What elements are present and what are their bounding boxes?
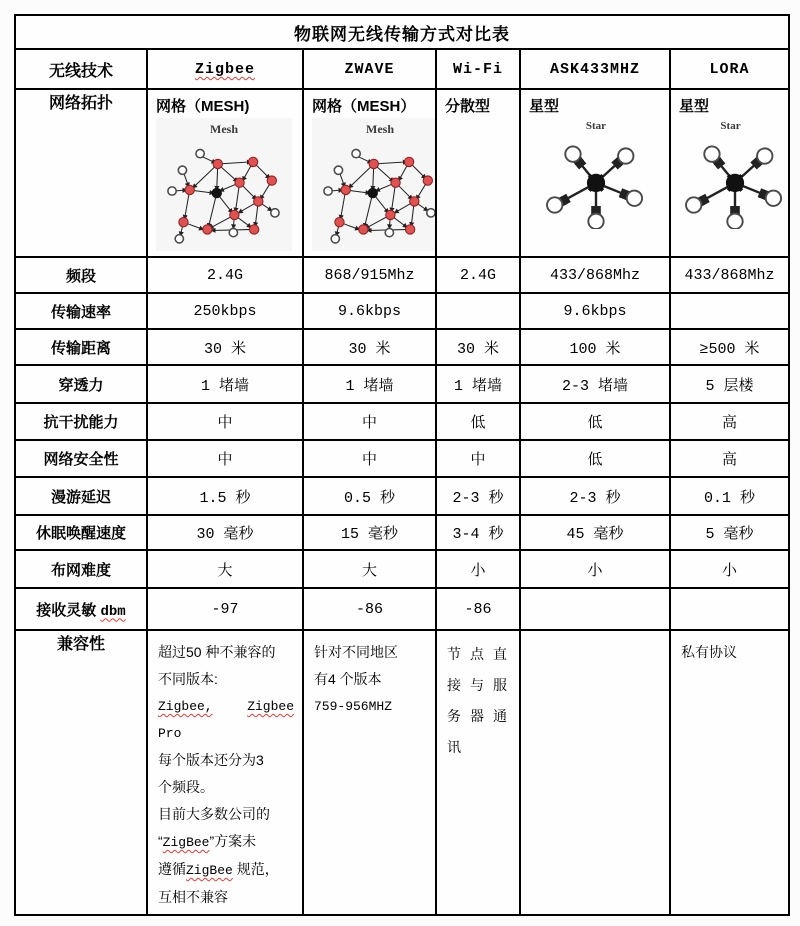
page-title: 物联网无线传输方式对比表 (15, 15, 789, 49)
cell-value: 中 (470, 451, 486, 468)
cell-value: 1 堵墙 (200, 377, 249, 395)
cell-value: -86 (355, 601, 383, 618)
mesh-network-icon (158, 231, 290, 248)
cell-value: 1 堵墙 (453, 377, 502, 395)
row-label-topology: 网络拓扑 (15, 89, 147, 257)
row-label: 接收灵敏 dbm (15, 588, 147, 630)
row-label: 传输速率 (15, 293, 147, 329)
column-header-lora: LORA (670, 49, 789, 89)
cell-value: 大 (217, 561, 233, 579)
cell-value: 868/915Mhz (324, 267, 415, 284)
diagram-caption: Star (585, 120, 607, 132)
cell-value: 小 (470, 561, 486, 579)
cell-value: 9.6kbps (337, 303, 401, 320)
row-distance (15, 329, 789, 365)
mesh-topology-diagram (312, 118, 436, 251)
cell-value: 2-3 秒 (452, 489, 504, 507)
row-network-security (15, 440, 789, 477)
cell-value: 大 (361, 561, 377, 579)
cell-value: 30 米 (456, 340, 499, 358)
cell-value: 低 (470, 414, 486, 431)
row-label: 漫游延迟 (15, 477, 147, 515)
cell-value: 1.5 秒 (199, 489, 251, 507)
header-label: 无线技术 (15, 49, 147, 89)
iot-wireless-comparison-table (14, 14, 790, 916)
cell-value: 9.6kbps (563, 303, 627, 320)
topology-cell-zwave: 网格（MESH） Mesh (303, 89, 436, 257)
compatibility-cell-wifi: 节点直接与服务器通讯 (436, 630, 520, 915)
row-roaming-delay (15, 477, 789, 515)
cell-value: 1 堵墙 (345, 377, 394, 395)
row-label: 兼容性 (15, 630, 147, 915)
cell-value: 0.5 秒 (343, 489, 395, 507)
star-topology-diagram (529, 120, 663, 234)
row-label: 休眠唤醒速度 (15, 515, 147, 550)
mesh-network-icon (314, 231, 436, 248)
cell-value: 低 (587, 451, 603, 468)
cell-value: 低 (587, 414, 603, 431)
row-anti-interference (15, 403, 789, 440)
row-data-rate (15, 293, 789, 329)
row-label: 抗干扰能力 (15, 403, 147, 440)
row-label: 频段 (15, 257, 147, 293)
topology-cell-ask433: 星型 Star (520, 89, 670, 257)
cell-value: 中 (361, 451, 377, 468)
column-header-zwave: ZWAVE (303, 49, 436, 89)
row-sleep-wake-speed (15, 515, 789, 550)
cell-value: 45 毫秒 (566, 526, 624, 543)
column-header-ask433: ASK433MHZ (520, 49, 670, 89)
compatibility-cell-ask433 (520, 630, 670, 915)
row-label: 网络安全性 (15, 440, 147, 477)
topology-row (15, 89, 789, 257)
cell-value: 中 (217, 451, 233, 468)
topology-cell-wifi: 分散型 (436, 89, 520, 257)
cell-value: 433/868Mhz (549, 267, 640, 284)
cell-value: 2-3 堵墙 (561, 377, 628, 395)
cell-value: 250kbps (193, 303, 257, 320)
cell-value: 100 米 (569, 340, 621, 358)
cell-value: 2-3 秒 (569, 489, 621, 507)
cell-value: 15 毫秒 (340, 526, 398, 543)
column-header-wifi: Wi-Fi (436, 49, 520, 89)
cell-value: 高 (722, 451, 738, 468)
cell-value: 3-4 秒 (452, 526, 504, 543)
mesh-topology-diagram (156, 118, 292, 251)
cell-value: 0.1 秒 (704, 489, 756, 507)
compatibility-cell-zigbee: 超过50 种不兼容的 不同版本: Zigbee, Zigbee Pro 每个版本还分为3 个频段。 目前大多数公司的 “ZigBee”方案未 遵循ZigBee 规范， 互相不兼容 (147, 630, 303, 915)
cell-value: ≥500 米 (699, 340, 760, 358)
star-topology-diagram (679, 120, 782, 234)
table-title-row (15, 15, 789, 49)
row-penetration (15, 365, 789, 403)
diagram-caption: Mesh (366, 122, 394, 136)
compatibility-cell-lora: 私有协议 (670, 630, 789, 915)
cell-value: 小 (722, 561, 738, 579)
row-receiver-sensitivity (15, 588, 789, 630)
cell-value: 中 (217, 414, 233, 431)
row-label: 传输距离 (15, 329, 147, 365)
star-network-icon (679, 216, 789, 233)
table-header-row (15, 49, 789, 89)
row-deployment-difficulty (15, 550, 789, 588)
cell-value: 30 米 (348, 340, 391, 358)
cell-value: 30 毫秒 (196, 526, 254, 543)
column-header-zigbee: Zigbee (147, 49, 303, 89)
cell-value: 30 米 (203, 340, 246, 358)
cell-value: 中 (361, 414, 377, 431)
cell-value: 小 (587, 561, 603, 579)
row-label-unit: dbm (100, 603, 126, 620)
cell-value: 高 (722, 414, 738, 431)
cell-value: 2.4G (459, 267, 496, 284)
topology-cell-lora: 星型 Star (670, 89, 789, 257)
star-network-icon (540, 216, 652, 233)
cell-value: -86 (464, 601, 492, 618)
row-label: 穿透力 (15, 365, 147, 403)
topology-cell-zigbee: 网格（MESH) Mesh (147, 89, 303, 257)
row-frequency (15, 257, 789, 293)
compatibility-cell-zwave: 针对不同地区 有4 个版本 759-956MHZ (303, 630, 436, 915)
diagram-caption: Star (720, 120, 741, 132)
diagram-caption: Mesh (210, 122, 238, 136)
row-label: 布网难度 (15, 550, 147, 588)
cell-value: 2.4G (206, 267, 243, 284)
cell-value: -97 (211, 601, 239, 618)
row-compatibility (15, 630, 789, 915)
cell-value: 433/868Mhz (684, 267, 775, 284)
cell-value: 5 层楼 (705, 377, 754, 395)
cell-value: 5 毫秒 (705, 526, 754, 543)
comparison-table-wrap (14, 14, 790, 916)
